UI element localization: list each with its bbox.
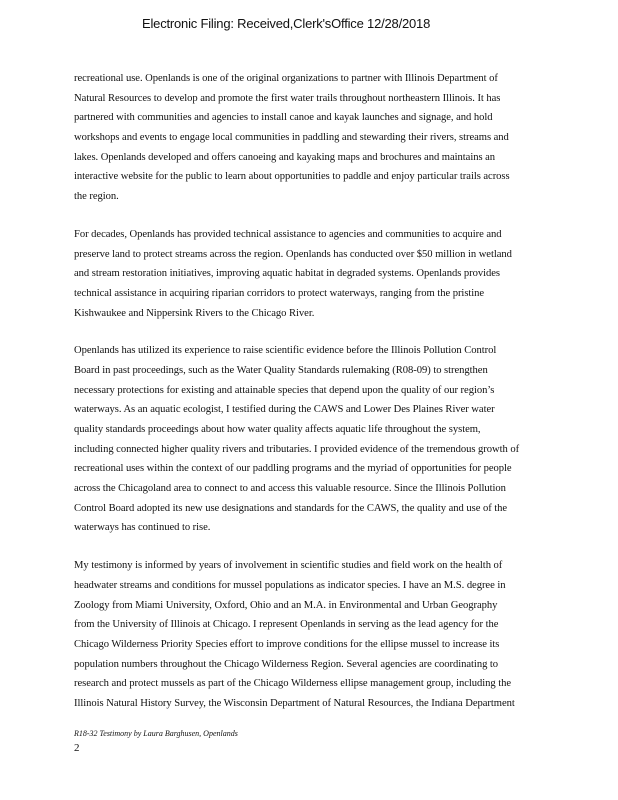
text-line: interactive website for the public to learn about opportunities to paddle and enjoy particular trails across — [74, 171, 510, 183]
page-number: 2 — [74, 742, 80, 754]
text-line: from the University of Illinois at Chicago. I represent Openlands in serving as the lead agency for the — [74, 619, 499, 631]
text-line: Zoology from Miami University, Oxford, Ohio and an M.A. in Environmental and Urban Geography — [74, 599, 498, 611]
text-line: lakes. Openlands developed and offers canoeing and kayaking maps and brochures and maintains an — [74, 151, 496, 163]
text-line: research and protect mussels as part of the Chicago Wilderness ellipse management group, including the — [74, 678, 512, 690]
text-line: population numbers throughout the Chicago Wilderness Region. Several agencies are coordinating to — [74, 658, 499, 670]
text-line: Control Board adopted its new use designations and standards for the CAWS, the quality and use of the — [74, 502, 508, 514]
text-line: Kishwaukee and Nippersink Rivers to the Chicago River. — [74, 307, 315, 319]
text-line: waterways. As an aquatic ecologist, I testified during the CAWS and Lower Des Plaines River water — [74, 404, 495, 416]
text-line: quality standards proceedings about how water quality affects aquatic life throughout the system, — [74, 424, 481, 435]
text-line: the region. — [74, 191, 119, 203]
page-footer — [74, 728, 238, 755]
footer-title: R18-32 Testimony by Laura Barghusen, Openlands — [74, 729, 238, 738]
text-line: recreational uses within the context of our paddling programs and the myriad of opportunities for people — [74, 463, 512, 475]
text-line: Illinois Natural History Survey, the Wisconsin Department of Natural Resources, the Indiana Department — [74, 697, 515, 709]
filing-stamp: Electronic Filing: Received,Clerk'sOffice 12/28/2018 — [142, 16, 431, 31]
text-line: For decades, Openlands has provided technical assistance to agencies and communities to acquire and — [74, 228, 502, 240]
text-line: headwater streams and conditions for mussel populations as indicator species. I have an M.S. degree in — [74, 579, 506, 591]
paragraph-recreation — [74, 69, 550, 207]
text-line: and stream restoration initiatives, improving aquatic habitat in degraded systems. Openlands provides — [74, 268, 500, 280]
paragraph-technical-assistance — [74, 225, 550, 323]
text-line: recreational use. Openlands is one of the original organizations to partner with Illinois Department of — [74, 73, 498, 84]
text-line: workshops and events to engage local communities in paddling and stewarding their rivers, streams and — [74, 132, 509, 144]
text-line: technical assistance in acquiring riparian corridors to protect waterways, ranging from the pristine — [74, 287, 485, 299]
text-line: including connected higher quality rivers and tributaries. I provided evidence of the tremendous growth of — [74, 443, 520, 455]
text-line: My testimony is informed by years of involvement in scientific studies and field work on the health of — [74, 560, 503, 572]
text-line: partnered with communities and agencies to install canoe and kayak launches and signage, and hold — [74, 112, 493, 124]
text-line: Natural Resources to develop and promote the first water trails throughout northeastern Illinois. It has — [74, 92, 501, 104]
paragraph-qualifications — [74, 556, 550, 714]
text-line: Chicago Wilderness Priority Species effort to improve conditions for the ellipse mussel to increase its — [74, 638, 500, 650]
text-line: necessary protections for existing and attainable species that depend upon the quality of our region’s — [74, 384, 495, 396]
testimony-body — [74, 69, 550, 732]
text-line: across the Chicagoland area to connect to and access this valuable resource. Since the Illinois Pollution — [74, 483, 506, 495]
text-line: Board in past proceedings, such as the Water Quality Standards rulemaking (R08-09) to strengthen — [74, 364, 488, 376]
text-line: Openlands has utilized its experience to raise scientific evidence before the Illinois Pollution Control — [74, 345, 497, 357]
text-line: waterways has continued to rise. — [74, 522, 211, 534]
text-line: preserve land to protect streams across the region. Openlands has conducted over $50 million in wetland — [74, 248, 512, 260]
paragraph-scientific-evidence — [74, 341, 550, 538]
